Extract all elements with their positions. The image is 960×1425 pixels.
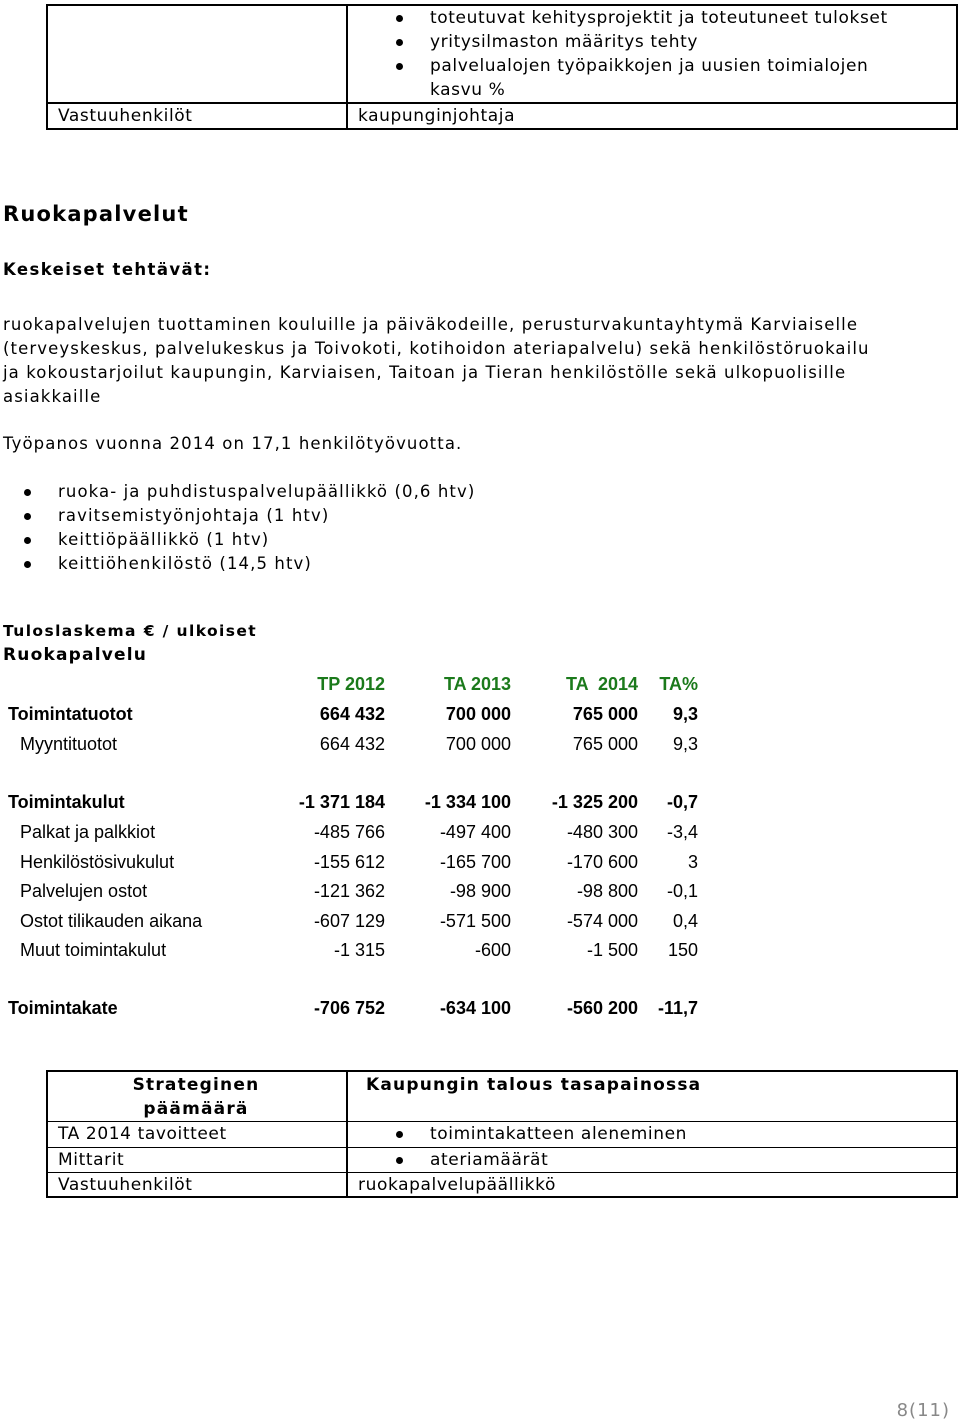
responsible-label: Vastuuhenkilöt — [58, 1175, 193, 1195]
list-item: yritysilmaston määritys tehty — [430, 30, 888, 54]
page-number: 8(11) — [896, 1400, 950, 1421]
header-ta2014: TA 2014 — [565, 674, 638, 694]
description-line: asiakkaille — [3, 387, 102, 406]
responsible-value: kaupunginjohtaja — [358, 106, 516, 126]
statement-unit: Ruokapalvelu — [3, 645, 148, 665]
table-row: Myyntituotot 664 432 700 000 765 000 9,3 — [20, 734, 698, 754]
staff-list — [58, 480, 475, 576]
table-header — [0, 674, 720, 704]
table-row: Muut toimintakulut -1 315 -600 -1 500 150 — [20, 940, 698, 960]
metrics-value: ateriamäärät — [430, 1148, 548, 1172]
header-ta2013: TA 2013 — [443, 674, 511, 694]
list-item: keittiöpäällikkö (1 htv) — [58, 528, 475, 552]
targets-label: TA 2014 tavoitteet — [58, 1124, 227, 1144]
responsible-value: ruokapalvelupäällikkö — [358, 1175, 556, 1195]
list-item: ravitsemistyönjohtaja (1 htv) — [58, 504, 475, 528]
header-tp2012: TP 2012 — [317, 674, 385, 694]
list-item: ruoka- ja puhdistuspalvelupäällikkö (0,6 htv) — [58, 480, 475, 504]
targets-value: toimintakatteen aleneminen — [430, 1122, 687, 1146]
list-item: toteutuvat kehitysprojektit ja toteutuneet tulokset — [430, 6, 888, 30]
table-row: Henkilöstösivukulut -155 612 -165 700 -170 600 3 — [20, 852, 698, 872]
responsible-label: Vastuuhenkilöt — [58, 106, 193, 126]
header-ta-percent: TA% — [659, 674, 698, 694]
description-line: (terveyskeskus, palvelukeskus ja Toivokoti, kotihoidon ateriapalvelu) sekä henkilöstöruokailu — [3, 339, 870, 358]
section-title: Ruokapalvelut — [3, 202, 189, 226]
table-row: Palkat ja palkkiot -485 766 -497 400 -480 300 -3,4 — [20, 822, 698, 842]
table-row: Toimintatuotot 664 432 700 000 765 000 9,3 — [8, 704, 698, 724]
description-line: ja kokoustarjoilut kaupungin, Karviaisen, Taitoan ja Tieran henkilöstölle sekä ulkopuolisille — [3, 363, 847, 382]
goal-value: Kaupungin talous tasapainossa — [366, 1075, 702, 1095]
description-line: ruokapalvelujen tuottaminen kouluille ja päiväkodeille, perusturvakuntayhtymä Karviaiselle — [3, 315, 859, 334]
table-row: Toimintakate -706 752 -634 100 -560 200 -11,7 — [8, 998, 698, 1018]
table-row: Toimintakulut -1 371 184 -1 334 100 -1 325 200 -0,7 — [8, 792, 698, 812]
section-subtitle: Keskeiset tehtävät: — [3, 260, 212, 279]
table-row: Ostot tilikauden aikana -607 129 -571 500 -574 000 0,4 — [20, 911, 698, 931]
list-item-continuation: kasvu % — [430, 80, 506, 100]
statement-title: Tuloslaskema € / ulkoiset — [3, 622, 258, 640]
indicator-list — [430, 6, 888, 102]
goal-label: Strateginen päämäärä — [132, 1075, 260, 1119]
list-item: palvelualojen työpaikkojen ja uusien toimialojen — [430, 54, 888, 78]
table-row: Palvelujen ostot -121 362 -98 900 -98 800 -0,1 — [20, 881, 698, 901]
metrics-label: Mittarit — [58, 1150, 125, 1170]
workload-text: Työpanos vuonna 2014 on 17,1 henkilötyövuotta. — [3, 434, 463, 453]
list-item: keittiöhenkilöstö (14,5 htv) — [58, 552, 475, 576]
